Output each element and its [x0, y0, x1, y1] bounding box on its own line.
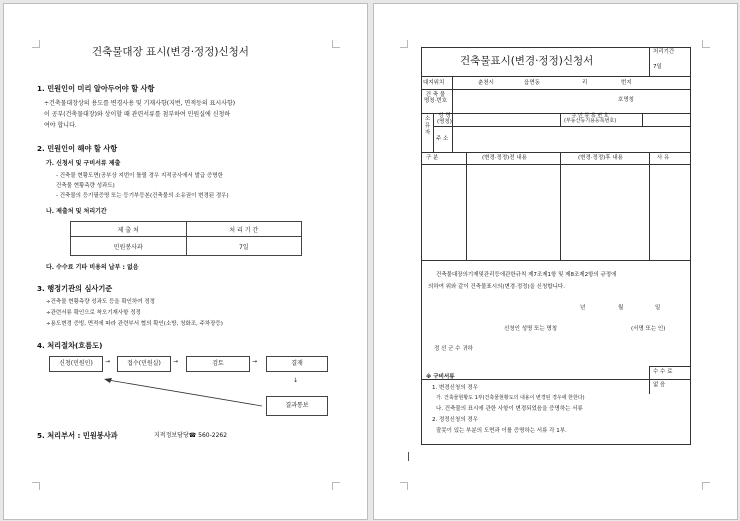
form-rule [421, 260, 691, 261]
fee-label: 수 수 료 [653, 369, 673, 375]
table-header: 처 리 기 간 [186, 222, 302, 237]
section-2-sub-c: 다. 수수료 기타 비용의 납부 : 없음 [46, 264, 139, 271]
owner-name-label: 성 명 (명칭) [437, 113, 452, 125]
location-town: 읍면동 [524, 80, 540, 86]
contact-phone: 지적정보담당☎ 560-2262 [154, 432, 228, 439]
form-rule [452, 113, 453, 152]
building-number-suffix: 호명칭 [618, 97, 634, 103]
form-rule [560, 113, 561, 126]
section-2-heading: 2. 민원인이 해야 할 사항 [37, 144, 118, 153]
section-3-text: ÷관련서류 확인으로 착오기재사항 정정 [46, 310, 141, 316]
form-rule [466, 152, 467, 260]
building-name-label: 건 축 물 명칭·번호 [424, 92, 448, 105]
section-2-sub-a: 가. 신청서 및 구비서류 제출 [46, 160, 121, 167]
page-corner-mark [400, 482, 408, 490]
col-header-category: 구 분 [426, 155, 439, 161]
page-corner-mark [702, 40, 710, 48]
flow-step-review: 검토 [186, 356, 250, 372]
section-3-text: ÷용도변경 증빙, 면적에 따라 관련부서 협의 확인(소방, 청화조, 주차장등) [46, 321, 223, 327]
flow-step-approval: 결재 [266, 356, 328, 372]
form-rule [421, 113, 691, 114]
required-doc-item: 잘못이 있는 부분의 도면과 이를 증명하는 서류 각 1부. [436, 428, 567, 434]
required-doc-item: 1. 변경신청의 경우 [432, 385, 478, 391]
form-rule [649, 366, 691, 367]
page-corner-mark [400, 40, 408, 48]
col-header-after: (변경·정정)후 내용 [578, 155, 623, 161]
form-rule [433, 113, 434, 152]
section-3-heading: 3. 행정기관의 심사기준 [37, 284, 113, 293]
table-header: 제 출 처 [71, 222, 187, 237]
section-1-text: 이 공부(건축물대장)와 상이할 때 관련서류를 첨부하여 민원실에 신청하 [44, 111, 231, 118]
flow-return-arrow [4, 4, 367, 519]
form-rule [560, 152, 561, 260]
section-1-text: 여야 합니다. [44, 122, 77, 129]
section-1-text: ÷건축물대장상의 용도를 변경사용 및 기재사항(지번, 면적등의 표시사항) [44, 100, 236, 107]
required-doc-item: 2. 정정신청의 경우 [432, 417, 478, 423]
flow-step-notification: 결과통보 [266, 396, 328, 416]
flow-step-application: 신청(민원인) [49, 356, 103, 372]
date-month: 월 [618, 305, 624, 311]
text-cursor[interactable]: | [407, 452, 411, 462]
form-rule [452, 76, 453, 113]
page-2 [373, 3, 738, 520]
form-rule [421, 89, 691, 90]
form-rule [421, 152, 691, 153]
signature-label: (서명 또는 인) [631, 326, 666, 332]
page-title: 건축물대장 표시(변경·정정)신청서 [92, 46, 249, 58]
processing-period-value: 7일 [653, 64, 662, 70]
date-year: 년 [580, 305, 586, 311]
form-rule [649, 366, 650, 394]
section-1-heading: 1. 민원인이 미리 알아두어야 할 사항 [37, 84, 155, 93]
section-2-item: - 건축물의 등기필증명 또는 등기부등본(건축물의 소유권이 변경된 경우) [56, 193, 229, 199]
form-rule [642, 113, 643, 126]
page-corner-mark [702, 482, 710, 490]
required-doc-item: 가. 건축물현황도 1부(건축물현황도의 내용이 변경된 경우에 한한다) [436, 395, 585, 401]
location-city: 춘천시 [478, 80, 494, 86]
section-5-heading: 5. 처리부서 : 민원봉사과 [37, 431, 118, 440]
col-header-reason: 사 유 [657, 155, 670, 161]
processing-period-label: 처리기간 [653, 49, 675, 55]
required-docs-heading: ※ 구비서류 [426, 374, 455, 380]
statement-text: 건축물대장의기재및관리등에관한규칙 제7조제1항 및 제8조제2항의 규정에 [436, 272, 617, 278]
flow-arrow: → [173, 358, 179, 365]
flow-arrow-down: ↓ [293, 377, 299, 384]
owner-registration-label: 주 민 등 록 번 호 (부동산등기용등록번호) [564, 113, 617, 125]
location-label: 대지위치 [423, 80, 445, 86]
location-village: 리 [582, 80, 588, 86]
section-2-sub-b: 나. 제출처 및 처리기간 [46, 208, 107, 215]
flow-arrow: → [105, 358, 111, 365]
form-rule [421, 164, 691, 165]
addressee: 정 선 군 수 귀하 [434, 346, 473, 352]
form-rule [649, 152, 650, 260]
statement-text: 의하여 위와 같이 건축물표시의(변경·정정)을 신청합니다. [428, 284, 565, 290]
section-4-heading: 4. 처리절차(흐름도) [37, 341, 103, 350]
section-2-item: 건축물 현황측량 성과도) [56, 183, 115, 189]
form-rule [649, 379, 691, 380]
form-rule [421, 76, 691, 77]
form-rule [421, 379, 649, 380]
required-doc-item: 나. 건축물의 표시에 관한 사항이 변경되었음을 증명하는 서류 [436, 406, 583, 412]
form-rule [433, 126, 691, 127]
owner-group-label: 소 유 자 [425, 116, 431, 136]
fee-value: 없 음 [653, 382, 666, 388]
table-cell: 민원봉사과 [71, 237, 187, 256]
flow-step-receipt: 접수(민원실) [117, 356, 171, 372]
owner-address-label: 주 소 [436, 136, 449, 142]
table-cell: 7일 [186, 237, 302, 256]
location-lot: 번지 [621, 80, 632, 86]
date-day: 일 [655, 305, 661, 311]
section-3-text: ÷건축물 현황측량 성과도 등을 확인하여 정정 [46, 299, 155, 305]
applicant-label: 신청인 성명 또는 명칭 [504, 326, 558, 332]
form-title: 건축물표시(변경·정정)신청서 [460, 55, 594, 67]
form-rule [649, 47, 650, 76]
section-2-item: - 건축물 현황도면(공부상 지번이 틀릴 경우 지적공사에서 발급 증명한 [56, 173, 223, 179]
col-header-before: (변경·정정)전 내용 [482, 155, 527, 161]
flow-arrow: → [252, 358, 258, 365]
page-1 [3, 3, 368, 520]
